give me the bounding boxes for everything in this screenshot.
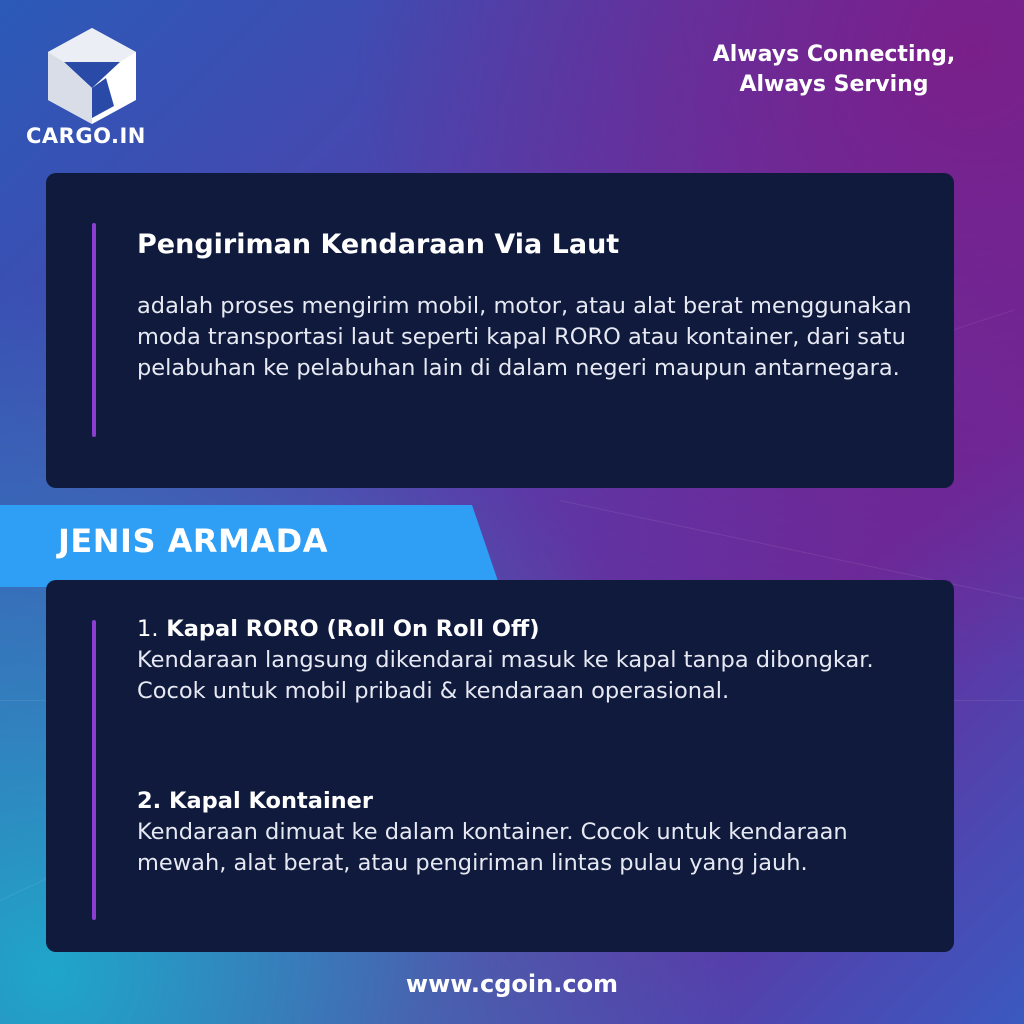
fleet-item-number: 1. [137,616,159,642]
tagline-line-1: Always Connecting, [712,42,956,67]
intro-title: Pengiriman Kendaraan Via Laut [137,229,620,260]
brand-name: CARGO.IN [26,124,146,148]
fleet-item-title [137,786,927,817]
intro-body: adalah proses mengirim mobil, motor, atau alat berat menggunakan moda transportasi laut seperti kapal RORO atau kontainer, dari satu pelabuhan ke pelabuhan lain di dalam negeri maupun antarnegara. [137,293,912,381]
fleet-card [46,580,954,952]
fleet-item-title [137,614,927,645]
fleet-item-body: Kendaraan dimuat ke dalam kontainer. Cocok untuk kendaraan mewah, alat berat, atau pengiriman lintas pulau yang jauh. [137,819,848,876]
accent-bar [92,620,96,920]
cargo-box-logo-icon [44,26,140,126]
section-heading: JENIS ARMADA [58,522,328,560]
fleet-item [137,614,927,707]
accent-bar [92,223,96,437]
tagline [674,40,994,100]
fleet-item-name: Kapal RORO (Roll On Roll Off) [158,616,540,642]
website-link[interactable]: www.cgoin.com [405,970,619,998]
fleet-item [137,786,927,879]
tagline-line-2: Always Serving [739,72,929,97]
fleet-item-body: Kendaraan langsung dikendarai masuk ke kapal tanpa dibongkar. Cocok untuk mobil pribadi & kendaraan operasional. [137,647,874,704]
fleet-item-name: Kapal Kontainer [161,788,374,814]
fleet-item-number: 2. [137,788,162,814]
intro-card [46,173,954,488]
